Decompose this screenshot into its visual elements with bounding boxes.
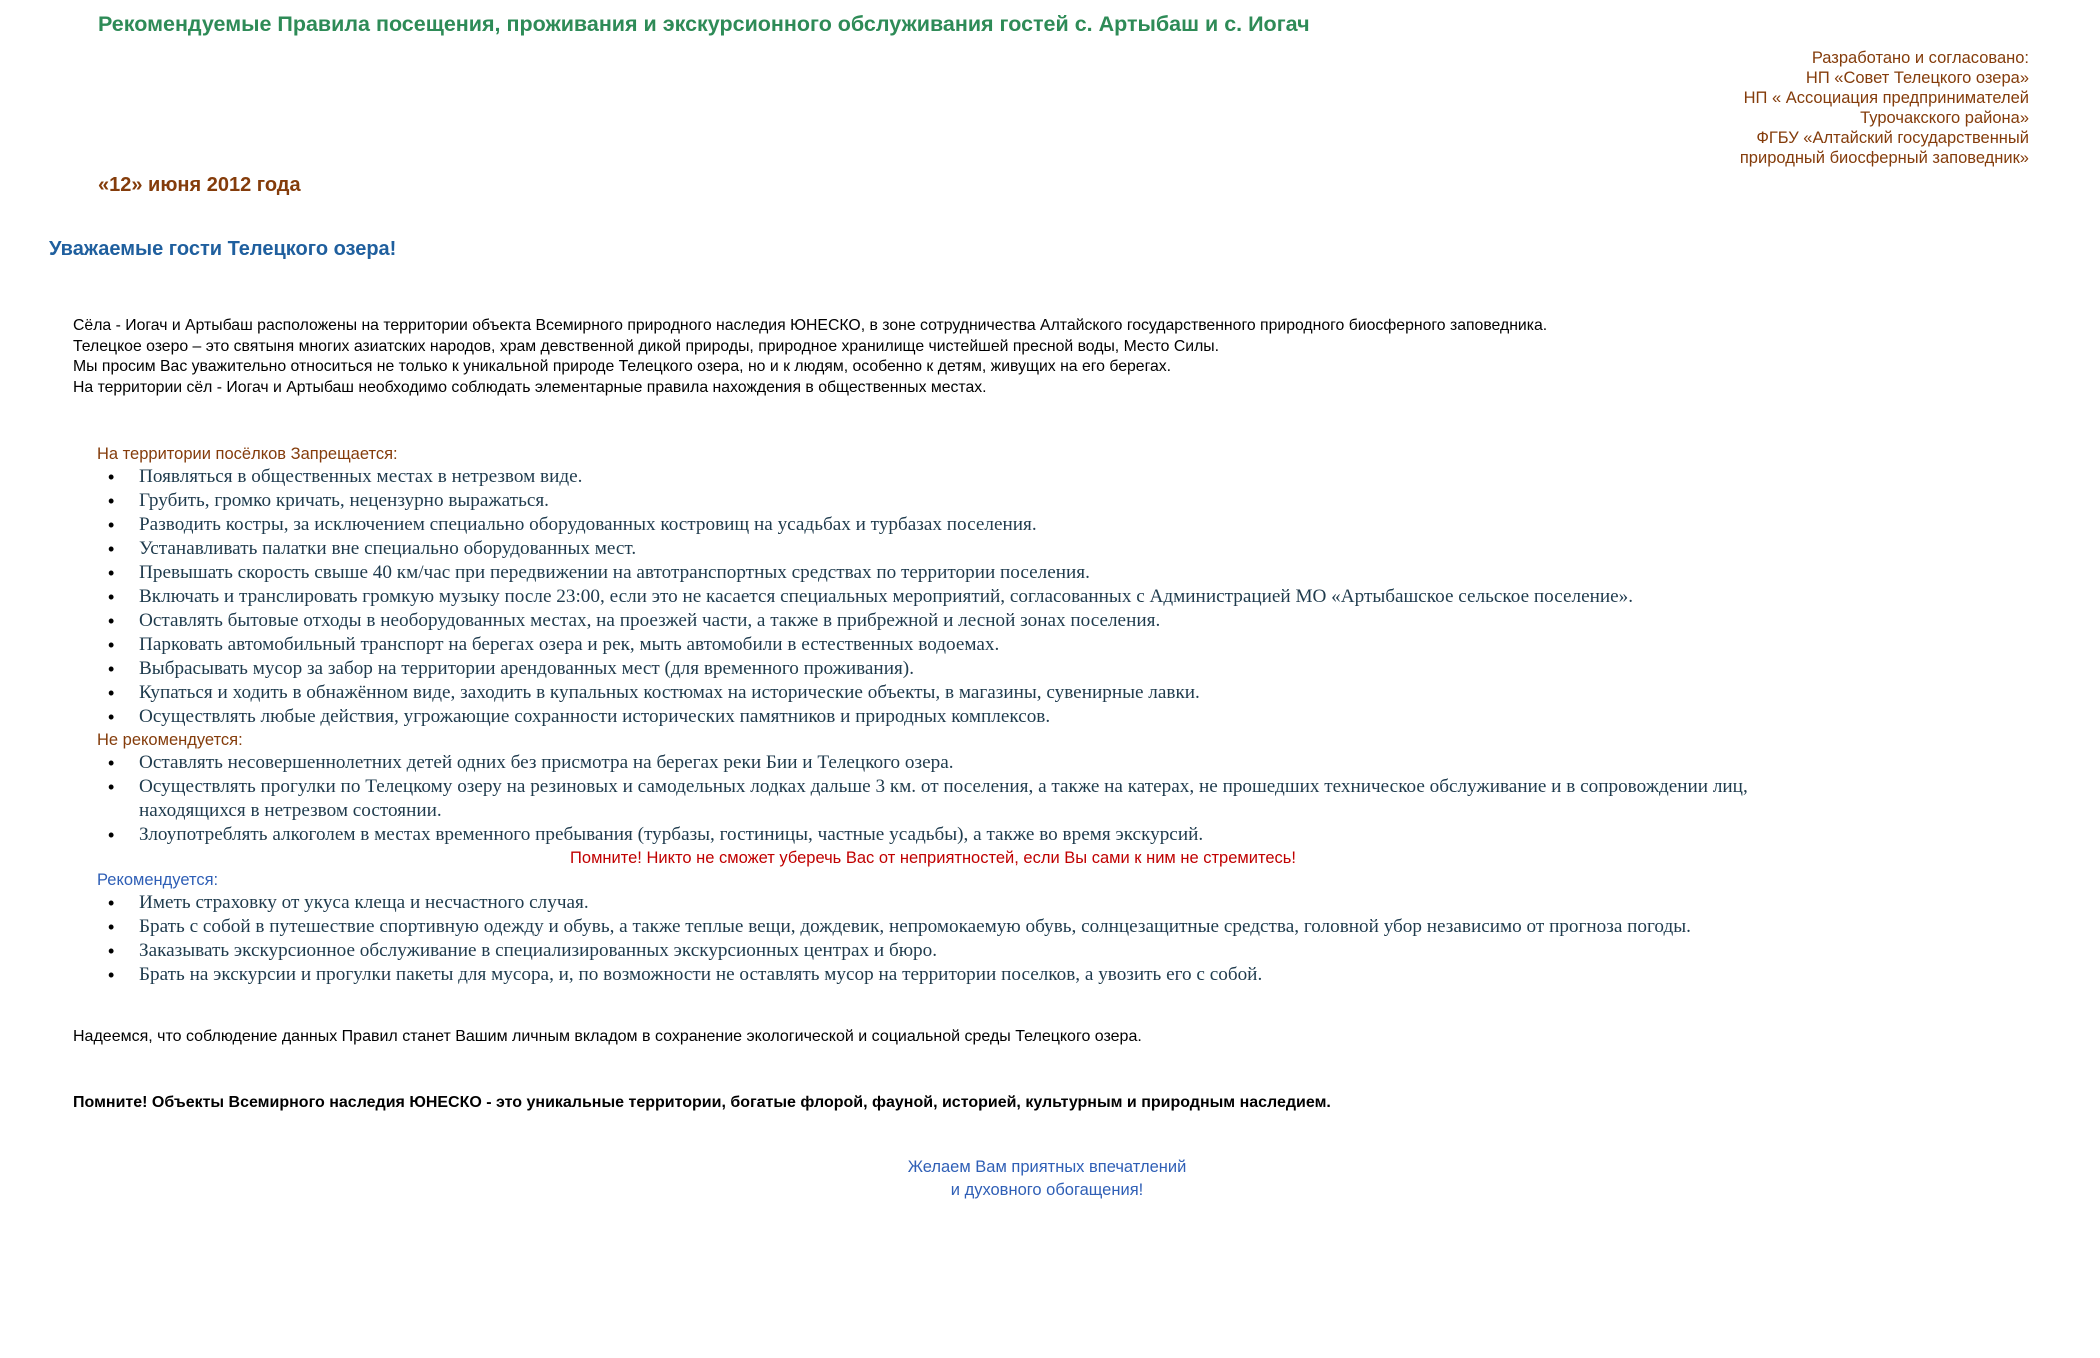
closing-unesco-text: Помните! Объекты Всемирного наследия ЮНЕСКО - это уникальные территории, богатые флорой, фауной, историей, культурным и природным наследием. [73, 1094, 1331, 1111]
list-item: • Разводить костры, за исключением специально оборудованных костровищ на усадьбах и турбазах поселения. [108, 514, 1037, 535]
bullet-icon: • [108, 893, 115, 913]
bullet-icon: • [108, 965, 115, 985]
intro-line: На территории сёл - Иогач и Артыбаш необходимо соблюдать элементарные правила нахождения в общественных местах. [73, 378, 987, 396]
list-item: • Брать с собой в путешествие спортивную одежду и обувь, а также теплые вещи, дождевик, непромокаемую обувь, солнцезащитные средства, головной убор независимо от прогноза погоды. [108, 916, 1691, 937]
list-item: • Осуществлять прогулки по Телецкому озеру на резиновых и самодельных лодках дальше 3 км. от поселения, а также на катерах, не прошедших техническое обслуживание и в сопровождении лиц, [108, 776, 1748, 797]
bullet-icon: • [108, 753, 115, 773]
intro-line: Мы просим Вас уважительно относиться не только к уникальной природе Телецкого озера, но и к людям, особенно к детям, живущих на его берегах. [73, 358, 1172, 376]
bullet-icon: • [108, 611, 115, 631]
bullet-icon: • [108, 777, 115, 797]
list-item: • Устанавливать палатки вне специально оборудованных мест. [108, 538, 637, 559]
document-title: Рекомендуемые Правила посещения, проживания и экскурсионного обслуживания гостей с. Артыбаш и с. Иогач [98, 12, 1310, 36]
prohibited-section [73, 443, 1933, 987]
wish-line: и духовного обогащения! [950, 1181, 1144, 1199]
prohibited-list [73, 465, 1933, 729]
bullet-icon: • [108, 539, 115, 559]
not-recommended-list [73, 751, 1933, 847]
bullet-icon: • [108, 587, 115, 607]
list-item: • Купаться и ходить в обнажённом виде, заходить в купальных костюмах на исторические объекты, в магазины, сувенирные лавки. [108, 682, 1200, 703]
list-item: • Выбрасывать мусор за забор на территории арендованных мест (для временного проживания). [108, 658, 914, 679]
approval-line: природный биосферный заповедник» [1739, 149, 2029, 167]
list-item: • Заказывать экскурсионное обслуживание в специализированных экскурсионных центрах и бюро. [108, 940, 938, 961]
document-date: «12» июня 2012 года [98, 174, 301, 196]
approval-line: ФГБУ «Алтайский государственный [1756, 129, 2029, 147]
recommended-list [73, 891, 1933, 987]
list-item: • Появляться в общественных местах в нетрезвом виде. [108, 466, 583, 487]
bullet-icon: • [108, 683, 115, 703]
list-item: • Брать на экскурсии и прогулки пакеты для мусора, и, по возможности не оставлять мусор на территории поселков, а увозить его с собой. [108, 964, 1263, 985]
not-recommended-heading: Не рекомендуется: [97, 731, 243, 749]
warning-text: Помните! Никто не сможет уберечь Вас от неприятностей, если Вы сами к ним не стремитесь! [570, 849, 1296, 867]
approval-block [1740, 48, 2029, 168]
bullet-icon: • [108, 491, 115, 511]
greeting-heading: Уважаемые гости Телецкого озера! [49, 238, 397, 260]
intro-line: Телецкое озеро – это святыня многих азиатских народов, храм девственной дикой природы, природное хранилище чистейшей пресной воды, Место Силы. [73, 337, 1220, 355]
list-item: • Иметь страховку от укуса клеща и несчастного случая. [108, 892, 589, 913]
approval-line: НП «Совет Телецкого озера» [1805, 69, 2029, 87]
bullet-icon: • [108, 467, 115, 487]
bullet-icon: • [108, 917, 115, 937]
bullet-icon: • [108, 635, 115, 655]
intro-paragraph [73, 316, 1547, 398]
bullet-icon: • [108, 659, 115, 679]
list-item: • Превышать скорость свыше 40 км/час при передвижении на автотранспортных средствах по территории поселения. [108, 562, 1090, 583]
approval-line: НП « Ассоциация предпринимателей [1743, 89, 2029, 107]
list-item: • Парковать автомобильный транспорт на берегах озера и рек, мыть автомобили в естественных водоемах. [108, 634, 1000, 655]
approval-line: Турочакского района» [1860, 109, 2029, 127]
bullet-icon: • [108, 563, 115, 583]
list-item: • Оставлять несовершеннолетних детей одних без присмотра на берегах реки Бии и Телецкого озера. [108, 752, 954, 773]
closing-wish [0, 1156, 2100, 1202]
list-item: • Включать и транслировать громкую музыку после 23:00, если это не касается специальных мероприятий, согласованных с Администрацией МО «Артыбашское сельское поселение». [108, 586, 1634, 607]
list-item: • Злоупотреблять алкоголем в местах временного пребывания (турбазы, гостиницы, частные усадьбы), а также во время экскурсий. [108, 824, 1204, 845]
list-item-continuation: находящихся в нетрезвом состоянии. [139, 800, 442, 821]
intro-line: Сёла - Иогач и Артыбаш расположены на территории объекта Всемирного природного наследия ЮНЕСКО, в зоне сотрудничества Алтайского государственного природного биосферного заповедника. [73, 317, 1548, 334]
bullet-icon: • [108, 825, 115, 845]
bullet-icon: • [108, 515, 115, 535]
bullet-icon: • [108, 941, 115, 961]
list-item: • Осуществлять любые действия, угрожающие сохранности исторических памятников и природных комплексов. [108, 706, 1051, 727]
recommended-heading: Рекомендуется: [97, 871, 219, 889]
closing-hope-text: Надеемся, что соблюдение данных Правил станет Вашим личным вкладом в сохранение экологической и социальной среды Телецкого озера. [73, 1028, 1142, 1045]
prohibited-heading: На территории посёлков Запрещается: [97, 445, 398, 463]
list-item: • Грубить, громко кричать, нецензурно выражаться. [108, 490, 549, 511]
bullet-icon: • [108, 707, 115, 727]
wish-line: Желаем Вам приятных впечатлений [907, 1158, 1187, 1176]
list-item: • Оставлять бытовые отходы в необорудованных местах, на проезжей части, а также в прибрежной и лесной зонах поселения. [108, 610, 1161, 631]
approval-line: Разработано и согласовано: [1811, 49, 2029, 67]
